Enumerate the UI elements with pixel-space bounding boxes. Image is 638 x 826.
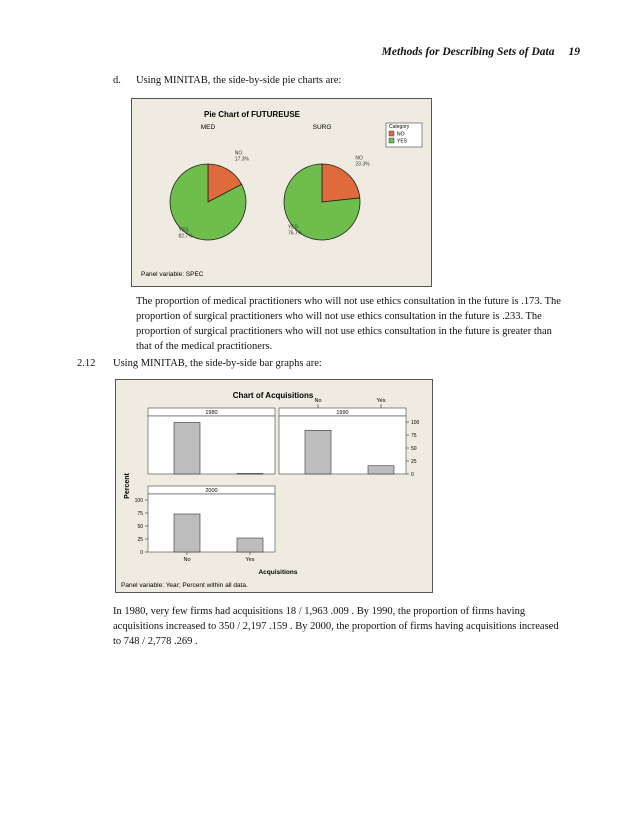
y-tick-label: 0 [140,550,143,556]
bar-2000-no [174,514,200,552]
paragraph-line: proportion of surgical practitioners who will not use ethics consultation in the future is .233. The [136,311,542,322]
y-tick-label: 0 [411,472,414,478]
pie-legend [386,123,422,147]
problem-paragraph [113,604,559,649]
y-tick-label: 50 [411,446,417,452]
x-tick-label: Yes [376,398,386,404]
y-tick-label: 75 [411,433,417,439]
y-tick-label: 100 [411,420,420,426]
paragraph-line: that of the medical practitioners. [136,341,273,352]
pie-panel-note: Panel variable: SPEC [141,271,204,278]
problem-intro: Using MINITAB, the side-by-side bar graphs are: [113,358,322,369]
y-tick-label: 25 [137,537,143,543]
pie-slice-label: NO 23.3% [355,155,370,168]
problem-number: 2.12 [77,358,96,369]
pie-chart-panel [131,98,432,287]
paragraph-line: to 748 / 2,778 .269 . [113,636,198,647]
legend-entry: YES [397,138,408,145]
pie-slice-no [322,164,360,202]
bar-plot-area [148,416,275,474]
pie-slice-label: YES 82.7% [178,227,193,240]
y-tick-label: 100 [134,498,143,504]
bar-1980-no [174,422,200,474]
paragraph-line: In 1980, very few firms had acquisitions 18 / 1,963 .009 . By 1990, the proportion of firms having [113,606,526,617]
bar-panel-note: Panel variable: Year; Percent within all data. [121,582,248,589]
paragraph-line: acquisitions increased to 350 / 2,197 .159 . By 2000, the proportion of firms having acquisitions increased [113,621,559,632]
bar-chart-title: Chart of Acquisitions [232,391,314,400]
pie-slice-label: YES 76.7% [287,224,303,237]
x-tick-label: Yes [245,557,255,563]
paragraph-line: The proportion of medical practitioners who will not use ethics consultation in the future is .173. The [136,296,561,307]
x-tick-label: No [183,557,191,563]
legend-swatch [389,138,394,143]
part-d-label: d. [113,75,121,86]
part-d-paragraph [136,294,561,354]
pie-chart [132,99,431,286]
pie-panel-label: SURG [312,124,332,131]
bar-chart [116,380,432,592]
pie-chart-title: Pie Chart of FUTUREUSE [203,110,301,119]
page-number: 19 [568,46,580,58]
bar-panel-label: 1990 [336,410,349,416]
paragraph-line: proportion of surgical practitioners who will not use ethics consultation in the future is greater than [136,326,552,337]
running-header [382,46,580,58]
legend-swatch [389,131,394,136]
running-title: Methods for Describing Sets of Data [381,46,555,58]
pie-panel-label: MED [200,124,216,131]
y-tick-label: 75 [137,511,143,517]
bar-x-axis-label: Acquisitions [258,569,298,576]
y-tick-label: 25 [411,459,417,465]
bar-1990-yes [368,466,394,474]
bar-2000-yes [237,538,263,552]
bar-1980-yes [237,474,263,475]
legend-title: Category [389,124,410,130]
bar-panel-label: 2000 [205,488,218,494]
bar-plot-area [279,416,406,474]
x-tick-label: No [314,398,322,404]
bar-y-axis-label: Percent [124,473,131,499]
y-tick-label: 50 [137,524,143,530]
legend-entry: NO [397,131,405,138]
bar-1990-no [305,430,331,474]
part-d-intro: Using MINITAB, the side-by-side pie charts are: [136,75,342,86]
bar-panel-label: 1980 [205,410,218,416]
pie-slice-label: NO 17.3% [234,150,249,163]
bar-chart-panel [115,379,433,593]
